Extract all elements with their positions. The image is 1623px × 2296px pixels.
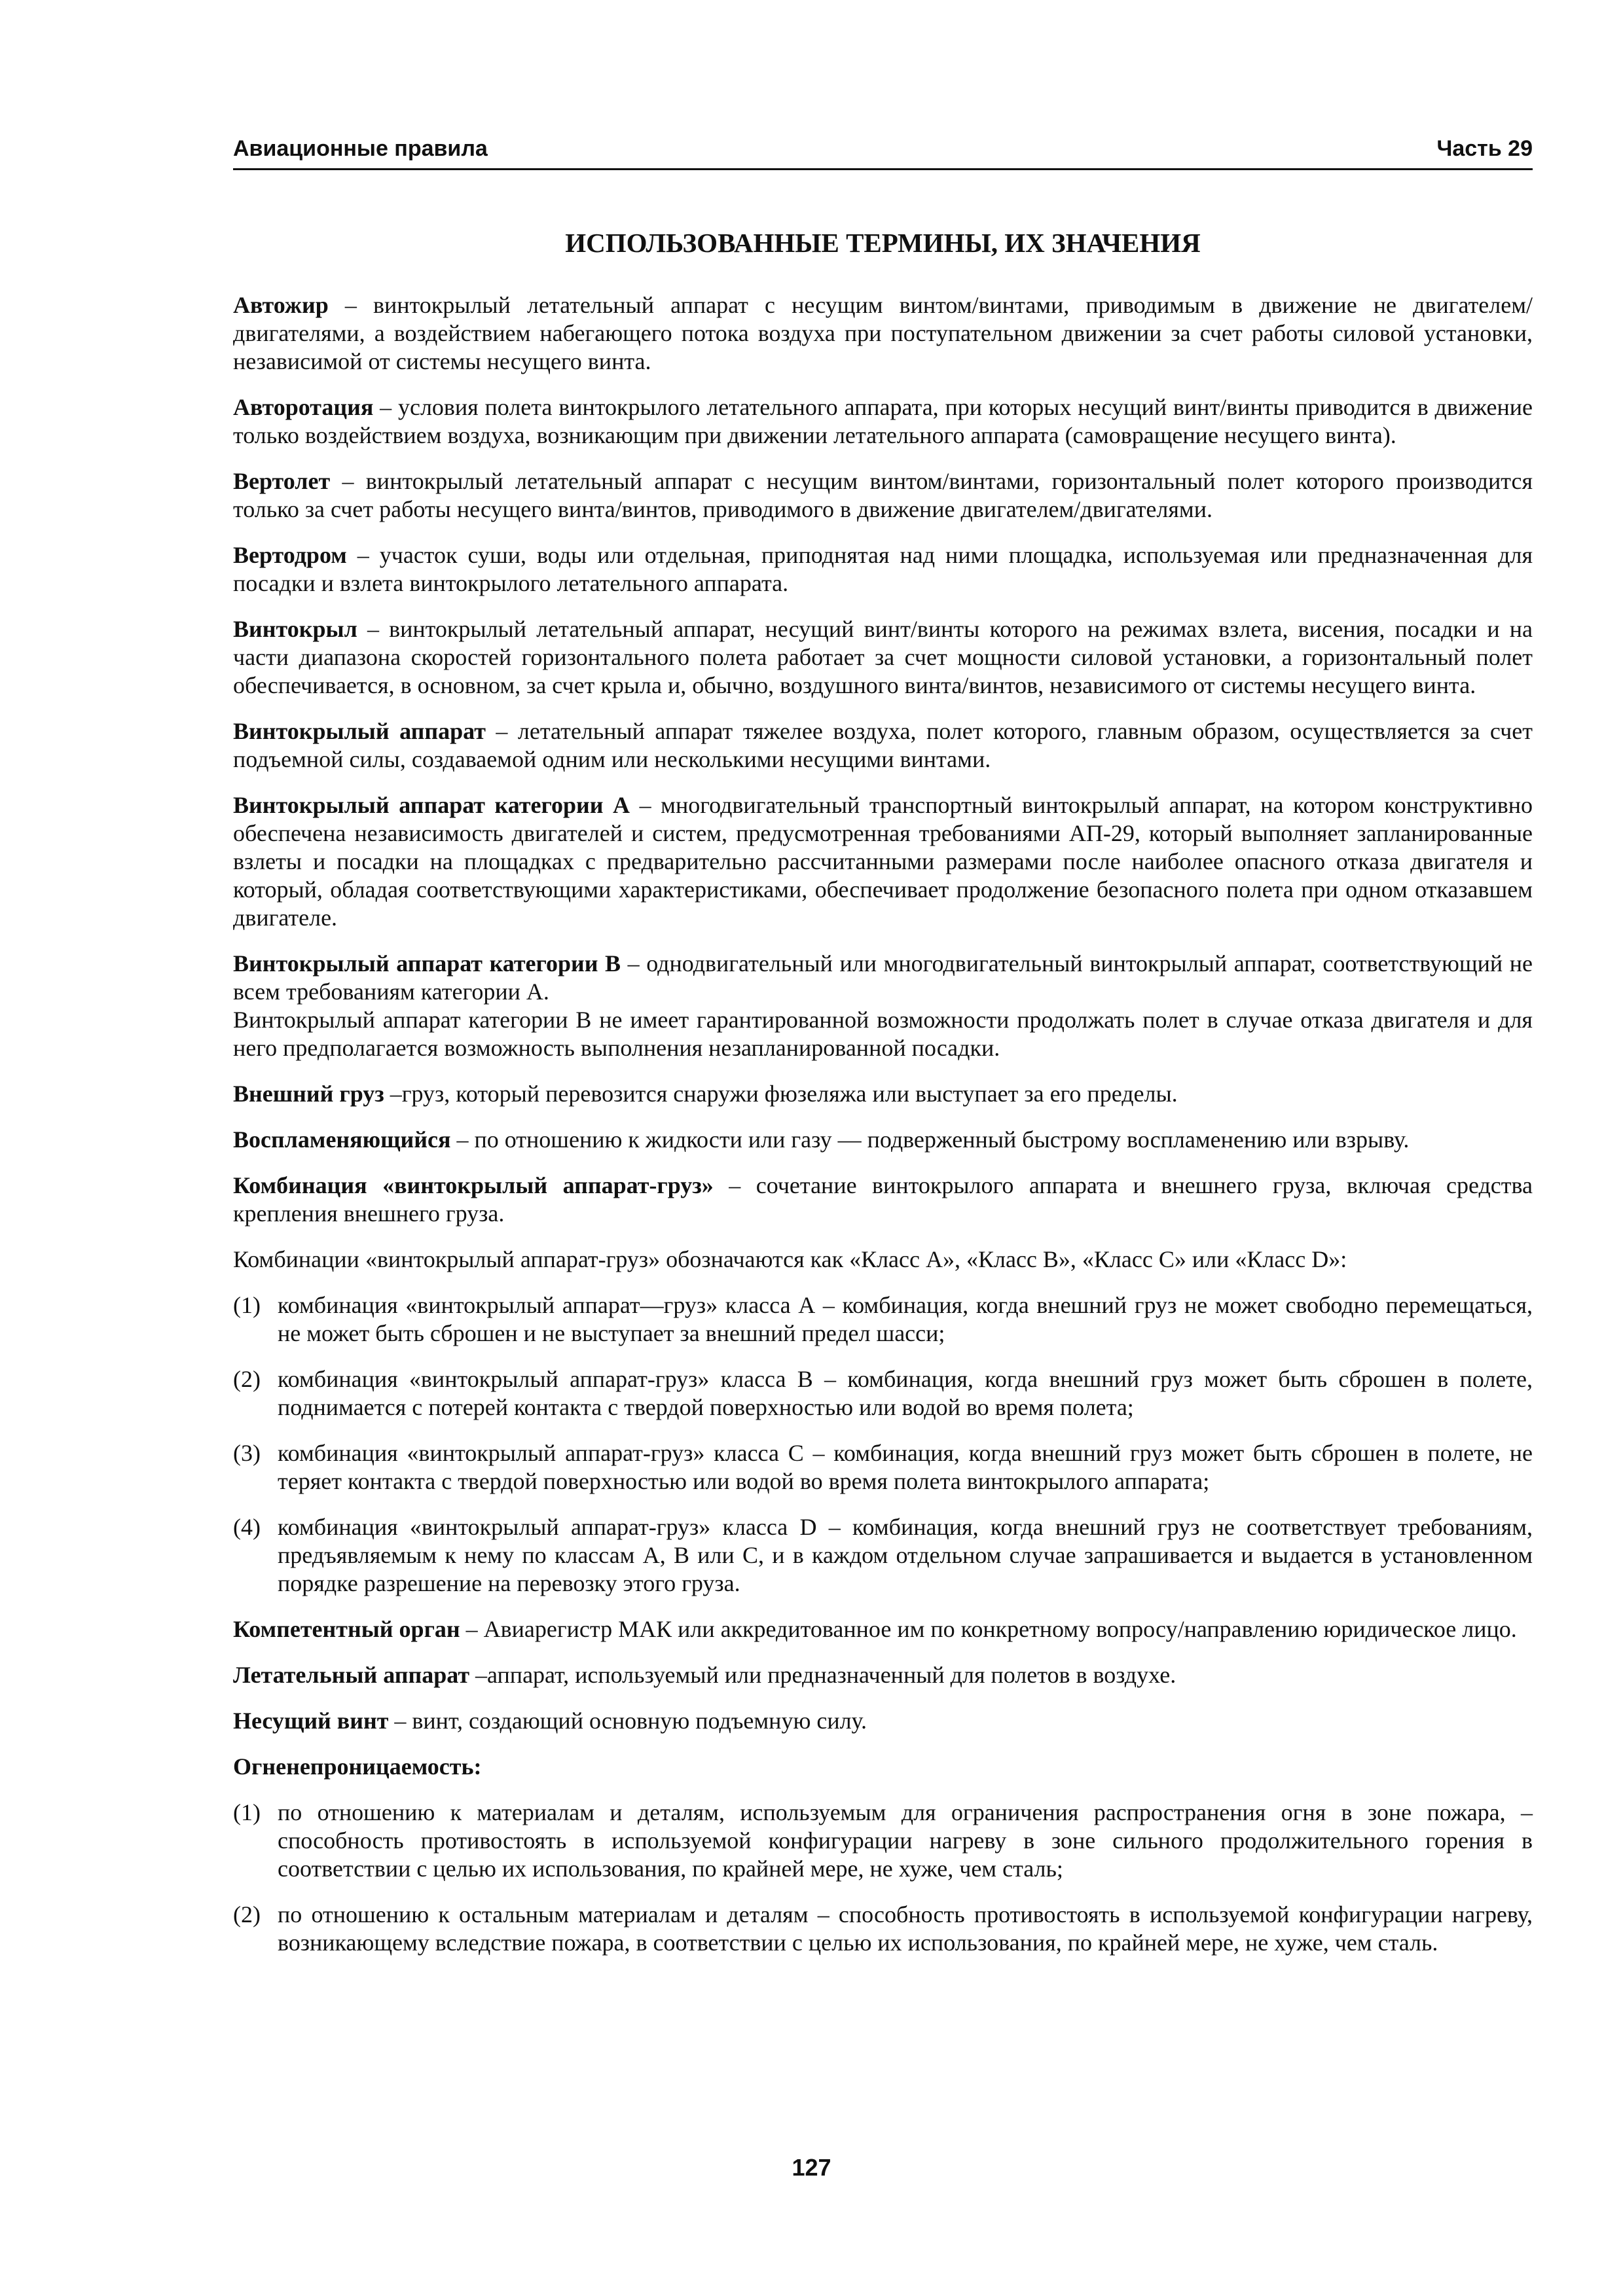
fire-heading xyxy=(233,1753,1533,1781)
glossary-body xyxy=(233,291,1533,1975)
page-title: ИСПОЛЬЗОВАННЫЕ ТЕРМИНЫ, ИХ ЗНАЧЕНИЯ xyxy=(565,228,1201,258)
term-entry xyxy=(233,615,1533,700)
term-definition: – летательный аппарат тяжелее воздуха, полет которого, главным образом, осуществляется за счет подъемной силы, создаваемой одним или несколькими несущими винтами. xyxy=(233,718,1533,772)
header-part-number: Часть 29 xyxy=(1436,136,1533,161)
term-note: Винтокрылый аппарат категории В не имеет гарантированной возможности продолжать полет в случае отказа двигателя и для него предполагается возможность выполнения незапланированной посадки. xyxy=(233,1007,1533,1061)
term-definition: – винт, создающий основную подъемную силу. xyxy=(388,1708,867,1734)
combo-class-list xyxy=(233,1291,1533,1598)
fire-list xyxy=(233,1799,1533,1957)
term-definition: –груз, который перевозится снаружи фюзеляжа или выступает за его пределы. xyxy=(384,1081,1178,1107)
term-entry xyxy=(233,717,1533,774)
list-item-number: (1) xyxy=(233,1799,261,1825)
list-item-text: по отношению к материалам и деталям, используемым для ограничения распространения огня в зоне пожара, – способность противостоять в используемой конфигурации нагреву в зоне сильного продолжительного горения в соответствии с целью их использования, по крайней мере, не хуже, чем сталь; xyxy=(278,1799,1533,1882)
term-definition: – винтокрылый летательный аппарат с несущим винтом/винтами, приводимым в движение не двигателем/двигателями, а воздействием набегающего потока воздуха при поступательном движении за счет работы силовой установки, независимой от системы несущего винта. xyxy=(233,292,1533,374)
list-item-number: (2) xyxy=(233,1366,261,1392)
page-number: 127 xyxy=(792,2154,831,2181)
header-document-title: Авиационные правила xyxy=(233,136,488,161)
term-name: Внешний груз xyxy=(233,1081,384,1107)
term-definition: – сочетание винтокрылого аппарата и внешнего груза, включая средства крепления внешнего груза. xyxy=(233,1172,1533,1227)
list-item-number: (4) xyxy=(233,1514,261,1540)
list-item-text: комбинация «винтокрылый аппарат—груз» класса А – комбинация, когда внешний груз не может свободно перемещаться, не может быть сброшен и не выступает за внешний предел шасси; xyxy=(278,1292,1533,1346)
term-definition: – однодвигательный или многодвигательный винтокрылый аппарат, соответствующий не всем требованиям категории А. xyxy=(233,950,1533,1005)
term-definition: – винтокрылый летательный аппарат, несущий винт/винты которого на режимах взлета, висения, посадки и на части диапазона скоростей горизонтального полета работает за счет мощности силовой установки, а горизонтальный полет обеспечивается, в основном, за счет крыла и, обычно, воздушного винта/винтов, независимого от системы несущего винта. xyxy=(233,616,1533,698)
term-entry xyxy=(233,950,1533,1006)
list-item xyxy=(233,1439,1533,1496)
term-definition: –аппарат, используемый или предназначенный для полетов в воздухе. xyxy=(469,1662,1176,1688)
term-name: Винтокрылый аппарат категории А xyxy=(233,792,630,818)
term-name: Авторотация xyxy=(233,394,374,420)
list-item xyxy=(233,1513,1533,1598)
term-definition: – участок суши, воды или отдельная, приподнятая над ними площадка, используемая или предназначенная для посадки и взлета винтокрылого летательного аппарата. xyxy=(233,542,1533,596)
term-entry xyxy=(233,467,1533,524)
term-definition: – по отношению к жидкости или газу — подверженный быстрому воспламенению или взрыву. xyxy=(450,1126,1410,1153)
list-item xyxy=(233,1291,1533,1348)
term-entry xyxy=(233,1661,1533,1689)
list-item-text: комбинация «винтокрылый аппарат-груз» класса С – комбинация, когда внешний груз может быть сброшен в полете, не теряет контакта с твердой поверхностью или водой во время полета винтокрылого аппарата; xyxy=(278,1440,1533,1494)
term-entry xyxy=(233,393,1533,450)
term-name: Автожир xyxy=(233,292,329,318)
list-item-number: (1) xyxy=(233,1292,261,1318)
term-name: Вертолет xyxy=(233,468,331,494)
term-name: Несущий винт xyxy=(233,1708,389,1734)
term-entry xyxy=(233,541,1533,598)
list-item-number: (2) xyxy=(233,1901,261,1928)
term-name: Компетентный орган xyxy=(233,1616,460,1642)
term-name: Воспламеняющийся xyxy=(233,1126,451,1153)
term-entry xyxy=(233,1080,1533,1108)
term-name: Винтокрыл xyxy=(233,616,357,642)
term-name: Винтокрылый аппарат xyxy=(233,718,486,744)
term-name: Огненепроницаемость: xyxy=(233,1753,482,1780)
running-header xyxy=(233,134,1533,170)
list-item xyxy=(233,1365,1533,1422)
combo-intro: Комбинации «винтокрылый аппарат-груз» обозначаются как «Класс А», «Класс В», «Класс С» или «Класс D»: xyxy=(233,1246,1347,1272)
term-entry xyxy=(233,1126,1533,1154)
list-item-text: по отношению к остальным материалам и деталям – способность противостоять в используемой конфигурации нагреву, возникающему вследствие пожара, в соответствии с целью их использования, по крайней мере, не хуже, чем сталь. xyxy=(278,1901,1533,1956)
term-entry xyxy=(233,791,1533,932)
term-definition: – условия полета винтокрылого летательного аппарата, при которых несущий винт/винты приводится в движение только воздействием воздуха, возникающим при движении летательного аппарата (самовращение несущего винта). xyxy=(233,394,1533,448)
term-name: Вертодром xyxy=(233,542,347,568)
term-definition: – винтокрылый летательный аппарат с несущим винтом/винтами, горизонтальный полет которого производится только за счет работы несущего винта/винтов, приводимого в движение двигателем/двигателями. xyxy=(233,468,1533,522)
term-entry xyxy=(233,1707,1533,1735)
term-name: Винтокрылый аппарат категории В xyxy=(233,950,621,977)
list-item-number: (3) xyxy=(233,1440,261,1466)
list-item xyxy=(233,1901,1533,1957)
term-entry xyxy=(233,1172,1533,1228)
list-item-text: комбинация «винтокрылый аппарат-груз» класса D – комбинация, когда внешний груз не соответствует требованиям, предъявляемым к нему по классам А, В или С, и в каждом отдельном случае запрашивается и выдается в установленном порядке разрешение на перевозку этого груза. xyxy=(278,1514,1533,1596)
term-definition: – многодвигательный транспортный винтокрылый аппарат, на котором конструктивно обеспечена независимость двигателей и систем, предусмотренная требованиями АП-29, который выполняет запланированные взлеты и посадки на площадках с предварительно рассчитанными размерами после наиболее опасного отказа двигателя и который, обладая соответствующими характеристиками, обеспечивает продолжение безопасного полета при одном отказавшем двигателе. xyxy=(233,792,1533,931)
list-item xyxy=(233,1799,1533,1883)
term-name: Комбинация «винтокрылый аппарат-груз» xyxy=(233,1172,714,1198)
term-definition: – Авиарегистр МАК или аккредитованное им по конкретному вопросу/направлению юридическое лицо. xyxy=(460,1616,1517,1642)
term-entry xyxy=(233,291,1533,376)
list-item-text: комбинация «винтокрылый аппарат-груз» класса В – комбинация, когда внешний груз может быть сброшен в полете, поднимается с потерей контакта с твердой поверхностью или водой во время полета; xyxy=(278,1366,1533,1420)
term-name: Летательный аппарат xyxy=(233,1662,470,1688)
term-entry xyxy=(233,1615,1533,1643)
